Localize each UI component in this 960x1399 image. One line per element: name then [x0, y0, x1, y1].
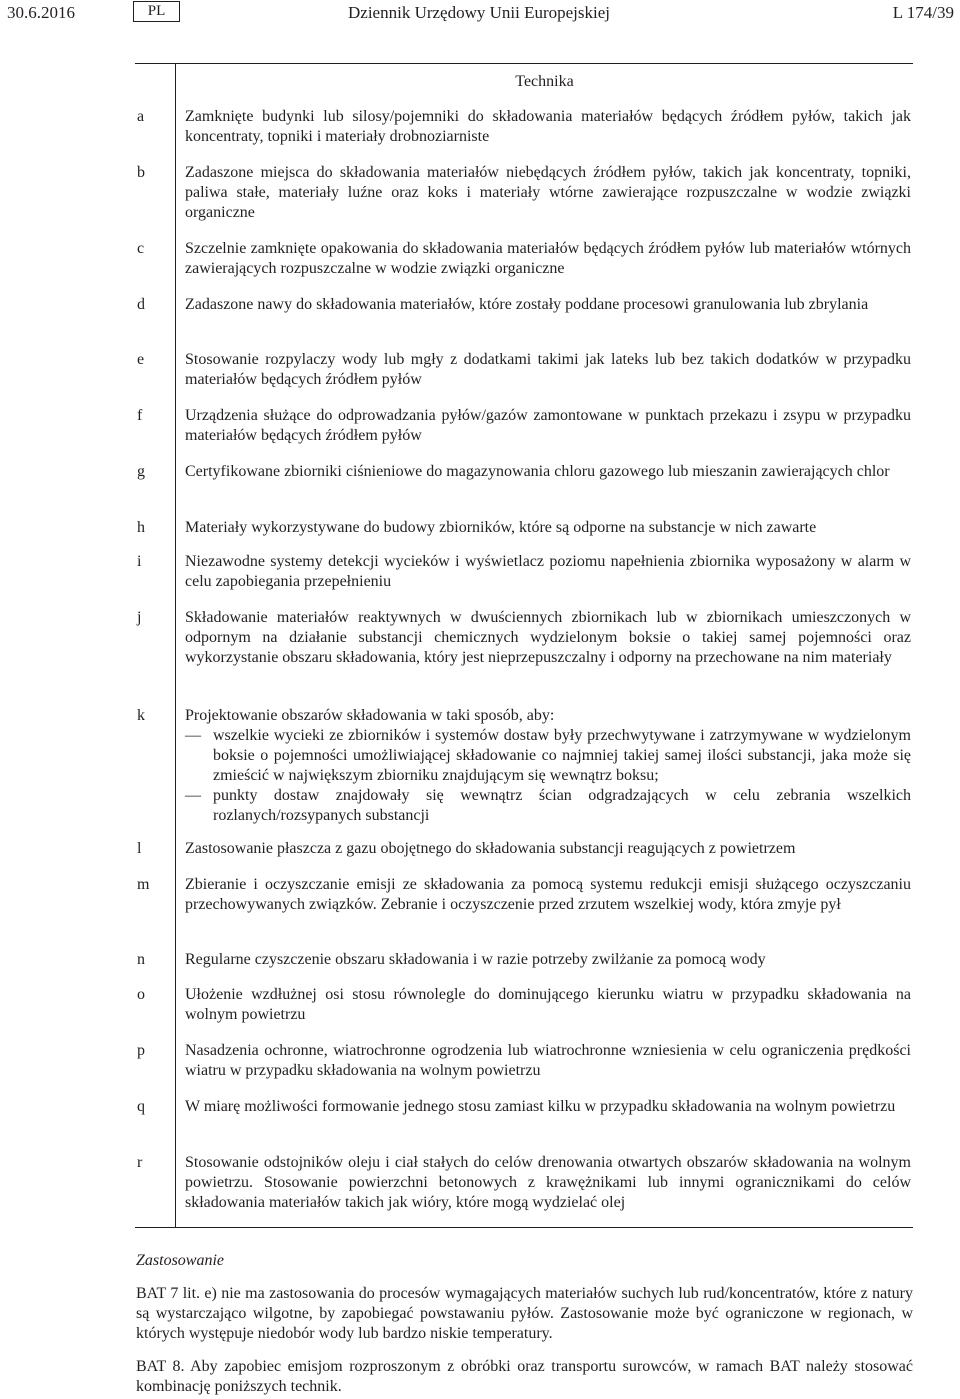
sub-item-text: punkty dostaw znajdowały się wewnątrz ścian odgradzających w celu zebrania wszelkich rozlanych/rozsypanych substancji [213, 787, 911, 824]
row-text: Zamknięte budynki lub silosy/pojemniki do składowania materiałów będących źródłem pyłów, takich jak koncentraty, topniki i materiały drobnoziarniste [185, 108, 911, 145]
row-text: Zbieranie i oczyszczanie emisji ze składowania za pomocą systemu redukcji emisji służącego oczyszczaniu przechowywanych związków. Zebranie i oczyszczenie przed zrzutem wszelkiej wody, która zmyje pył [185, 876, 911, 913]
row-letter: e [137, 351, 145, 368]
page-reference: L 174/39 [892, 3, 954, 22]
row-text: Projektowanie obszarów składowania w taki sposób, aby: [185, 707, 555, 724]
column-header-technika: Technika [515, 73, 574, 90]
journal-title: Dziennik Urzędowy Unii Europejskiej [348, 3, 611, 22]
language-badge: PL [133, 1, 180, 22]
row-letter: h [137, 519, 145, 536]
table-bottom-rule [135, 1227, 913, 1228]
row-text: Certyfikowane zbiorniki ciśnieniowe do magazynowania chloru gazowego lub mieszanin zawierających chlor [185, 463, 890, 480]
table-column-divider [175, 63, 176, 1227]
sub-item-text: wszelkie wycieki ze zbiorników i systemów dostaw były przechwytywane i zatrzymywane w wydzielonym boksie o pojemności umożliwiającej składowanie co najmniej takiej samej ilości substancji, jaka może się zmieścić w największym zbiorniku znajdującym się wewnątrz boksu; [213, 727, 911, 784]
row-text: Szczelnie zamknięte opakowania do składowania materiałów będących źródłem pyłów lub materiałów wtórnych zawierających rozpuszczalne w wodzie związki organiczne [185, 240, 911, 277]
publication-date: 30.6.2016 [7, 3, 75, 22]
row-text: Niezawodne systemy detekcji wycieków i wyświetlacz poziomu napełnienia zbiornika wyposażony w alarm w celu zapobiegania przepełnieniu [185, 553, 911, 590]
row-text: Materiały wykorzystywane do budowy zbiorników, które są odporne na substancje w nich zawarte [185, 519, 817, 536]
row-letter: b [137, 164, 145, 181]
row-letter: j [137, 609, 142, 626]
row-text: Zastosowanie płaszcza z gazu obojętnego do składowania substancji reagujących z powietrzem [185, 840, 796, 857]
row-letter: n [137, 951, 145, 968]
sub-item [185, 786, 911, 826]
row-text: Nasadzenia ochronne, wiatrochronne ogrodzenia lub wiatrochronne wzniesienia w celu ograniczenia prędkości wiatru w przypadku składowania na wolnym powietrzu [185, 1042, 911, 1079]
bat8-paragraph: BAT 8. Aby zapobiec emisjom rozproszonym z obróbki oraz transportu surowców, w ramach BAT należy stosować kombinację poniższych technik. [136, 1358, 913, 1395]
sub-item [185, 726, 911, 786]
applicability-heading: Zastosowanie [136, 1252, 225, 1269]
row-letter: f [137, 407, 143, 424]
row-letter: q [137, 1098, 145, 1115]
row-text: Zadaszone miejsca do składowania materiałów niebędących źródłem pyłów, takich jak koncentraty, topniki, paliwa stałe, materiały luźne oraz koks i materiały wtórne zawierające rozpuszczalne w wodzie związki organiczne [185, 164, 911, 221]
row-letter: o [137, 986, 145, 1003]
row-text: Zadaszone nawy do składowania materiałów, które zostały poddane procesowi granulowania lub zbrylania [185, 296, 869, 313]
row-text: Urządzenia służące do odprowadzania pyłów/gazów zamontowane w punktach przekazu i zsypu w przypadku materiałów będących źródłem pyłów [185, 407, 911, 444]
row-letter: m [137, 876, 150, 893]
row-text: Stosowanie rozpylaczy wody lub mgły z dodatkami takimi jak lateks lub bez takich dodatków w przypadku materiałów będących źródłem pyłów [185, 351, 911, 388]
row-letter: p [137, 1042, 145, 1059]
applicability-text: BAT 7 lit. e) nie ma zastosowania do procesów wymagających materiałów suchych lub rud/koncentratów, które z natury są wystarczająco wilgotne, by zapobiegać powstawaniu pyłów. Zastosowanie może być ograniczone w regionach, w których występuje niedobór wody lub bardzo niskie temperatury. [136, 1285, 913, 1342]
table-top-rule [135, 63, 913, 64]
row-text: Stosowanie odstojników oleju i ciał stałych do celów drenowania otwartych obszarów składowania na wolnym powietrzu. Stosowanie powierzchni betonowych z krawężnikami lub innymi ogranicznikami do celów składowania materiałów takich jak wióry, które mogą wydzielać olej [185, 1154, 911, 1211]
row-letter: k [137, 707, 145, 724]
row-text-block [185, 706, 911, 826]
dash-bullet: — [185, 727, 201, 744]
row-text: Regularne czyszczenie obszaru składowania i w razie potrzeby zwilżanie za pomocą wody [185, 951, 766, 968]
page-header [0, 0, 960, 30]
row-text: Ułożenie wzdłużnej osi stosu równolegle do dominującego kierunku wiatru w przypadku składowania na wolnym powietrzu [185, 986, 911, 1023]
row-letter: c [137, 240, 145, 257]
row-letter: d [137, 296, 145, 313]
row-letter: r [137, 1154, 143, 1171]
row-text: W miarę możliwości formowanie jednego stosu zamiast kilku w przypadku składowania na wolnym powietrzu [185, 1098, 896, 1115]
row-letter: l [137, 840, 142, 857]
row-letter: g [137, 463, 145, 480]
row-letter: a [137, 108, 145, 125]
row-text: Składowanie materiałów reaktywnych w dwuściennych zbiornikach lub w zbiornikach umieszczonych w odpornym na działanie substancji chemicznych wydzielonym boksie o takiej samej pojemności oraz wykorzystanie obszaru składowania, który jest nieprzepuszczalny i odporny na przechowane na nim materiały [185, 609, 911, 666]
dash-bullet: — [185, 787, 201, 804]
row-letter: i [137, 553, 142, 570]
